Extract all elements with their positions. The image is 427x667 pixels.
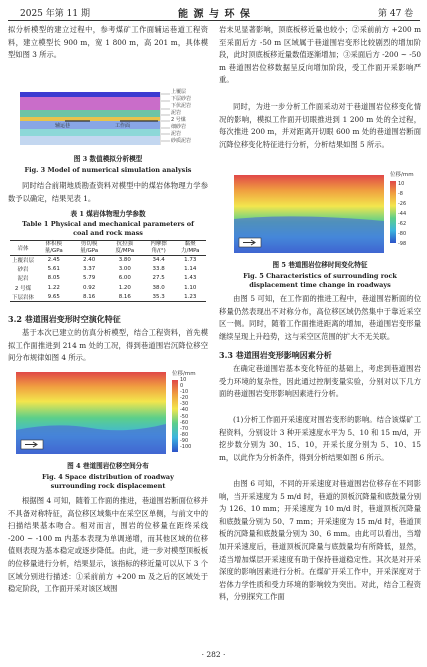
fig3-model xyxy=(20,89,196,145)
paragraph: (1)分析工作面开采速度对围岩变形的影响。结合该煤矿工程资料，分别设计 3 种开采速度水平为 5、10 和 15 m/d，开挖步数分别为 30、15、10，开采长度分别为 5、10、15 m，以此作为分析条件，得到分析结果如图 6 所示。 xyxy=(219,415,421,462)
fig4-caption-en: Fig. 4 Space distribution of roadway xyxy=(42,473,174,481)
paragraph: 在确定巷道围岩基本变化特征的基础上，考虑到巷道围岩受力环境的复杂性，因此通过控制变量实验，分别对以下几方面的巷道围岩变形影响因素进行分析。 xyxy=(219,364,421,399)
legend-value: -20 xyxy=(180,395,189,402)
fig5-legend-title: 位移/mm xyxy=(390,172,414,178)
legend-value: -80 xyxy=(398,231,407,237)
table-cell: 1.73 xyxy=(184,257,197,264)
legend-value: -98 xyxy=(398,241,407,247)
table-cell: 1.20 xyxy=(118,284,131,291)
paragraph: 岩未见显著影响，顶底板移近量也较小；②采前前方 +200 m 至采面后方 -50 m 区域属于巷道围岩变形比较剧烈的增加阶段，此时顶底板移近量数值逐渐增加；③采面后方 -200 ~ -50 m 巷道围岩位移数据呈反向增加阶段，受工作面开采影响严重。 xyxy=(219,25,421,85)
layer-label: 2 号煤 xyxy=(171,117,186,123)
section-heading: 3.3 巷道围岩变形影响因素分析 xyxy=(219,350,332,360)
table-cell: 9.65 xyxy=(47,293,60,300)
table-row xyxy=(10,274,206,283)
table-cell: 33.8 xyxy=(152,266,165,273)
volume-label: 第 47 卷 xyxy=(378,9,414,19)
legend-value: -10 xyxy=(180,389,189,396)
table-header: 抗拉强度/MPa xyxy=(115,241,135,254)
table-cell: 砂岩 xyxy=(17,267,29,274)
layer-label: 细砂岩 xyxy=(171,124,187,130)
fig4-legend-values xyxy=(180,377,191,450)
table-cell: 3.80 xyxy=(118,257,131,264)
fig3-caption-cn: 图 3 数值模拟分析模型 xyxy=(73,155,143,163)
paragraph: 根据图 4 可知，随着工作面的推进，巷道围岩断面位移并不具备对称特征，高位移区域集中在采空区单侧，与前文中的扫描结果基本吻合。相对而言，围岩的位移量在距终采线 -200 ~ -100 m 内基本表现为单调递增，而其他区域的位移值则表现为基本稳定或逐步降低。由此，进一步对模型顶板板的位移量进行分析，结果显示，该指标的移近量可以从下 3 个区域分别进行描述：①采前前方 +200 m 及之后的区域处于稳定阶段，工作面开采对该区域围 xyxy=(8,496,208,594)
page-number: · 282 · xyxy=(201,650,226,659)
table-cell: 上覆岩层 xyxy=(12,258,35,265)
table-cell: 0.92 xyxy=(83,284,96,291)
fig3-layer-labels xyxy=(171,89,191,145)
legend-value: -70 xyxy=(180,425,189,432)
road-label: 辅运巷 xyxy=(55,123,71,129)
layer-label: 下伏泥岩 xyxy=(171,103,192,109)
table-cell: 3.00 xyxy=(118,266,131,273)
table-cell: 35.3 xyxy=(152,293,165,300)
legend-value: -8 xyxy=(398,191,403,197)
table-cell: 34.4 xyxy=(152,257,165,264)
table-cell: 1.43 xyxy=(184,275,197,282)
fig4-color-bar xyxy=(172,380,178,452)
table-cell: 5.61 xyxy=(47,266,60,273)
layer-label: 上覆层 xyxy=(171,89,187,95)
fig4-caption-cn: 图 4 巷道围岩位移空间分布 xyxy=(67,462,149,470)
table1-caption-en: coal and rock mass xyxy=(73,229,143,237)
table-row xyxy=(10,265,206,274)
fig5-legend-values xyxy=(398,179,406,249)
table-cell: 38.0 xyxy=(152,284,165,291)
fig5-caption-en: Fig. 5 Characteristics of surrounding rock xyxy=(243,272,397,280)
table1-caption-cn: 表 1 煤岩体物理力学参数 xyxy=(70,210,146,218)
paragraph: 同时结合前期地质勘查资料对模型中的煤岩体物理力学参数予以确定，结果见表 1。 xyxy=(8,181,208,203)
layer-label: 泥岩 xyxy=(171,110,182,116)
table-row xyxy=(10,283,206,292)
table-cell: 2 号煤 xyxy=(14,285,32,292)
table-cell: 8.16 xyxy=(118,293,131,300)
table-cell: 泥岩 xyxy=(17,276,29,283)
paragraph: 由图 6 可知，不同的开采速度对巷道围岩位移存在不同影响，当开采速度为 5 m/d 时，巷道的顶板沉降量和底鼓量分别为 126、10 mm；开采速度为 10 m/d 时，巷道顶板沉降量和底鼓量分别为 50、7 mm；开采速度为 15 m/d 时，巷道顶板的沉降量和底鼓量分别为 30、6 mm。由此可以看出，当增加开采速度后，巷道顶板沉降量与底鼓量均有所降低，显然，适当增加煤层开采速度有助于保持巷道稳定性。其次是对开采深度的影响因素进行分析。在煤矿开采工作中，开采深度对于岩体力学性质和受力环境的影响较为突出。对此，结合工程资料，分别探究工作面 xyxy=(219,479,421,602)
legend-value: -50 xyxy=(180,413,189,420)
header-rule xyxy=(8,20,420,21)
paragraph: 拟分析模型的建立过程中，参考煤矿工作面辅运巷道工程资料，建立模型长 900 m，宽 1 800 m，高 201 m，具体模型如图 3 所示。 xyxy=(8,25,208,60)
fig4-contour xyxy=(16,372,200,454)
table-cell: 8.16 xyxy=(83,293,96,300)
legend-value: 0 xyxy=(180,383,184,390)
table-cell: 1.14 xyxy=(184,266,197,273)
table1-caption-en: Table 1 Physical and mechanical parameters of xyxy=(22,220,194,228)
table-header: 岩体 xyxy=(17,246,29,252)
section-heading: 3.2 巷道围岩变形时空演化特征 xyxy=(8,314,121,324)
table-header: 体积模量/GPa xyxy=(44,241,63,254)
legend-value: -60 xyxy=(180,419,189,426)
layer-label: 砂质泥岩 xyxy=(171,138,192,144)
table-cell: 6.00 xyxy=(118,275,131,282)
fig4-contour-graphic xyxy=(16,372,166,454)
params-table xyxy=(10,240,206,302)
layer-label: 泥岩 xyxy=(171,131,182,137)
table-cell: 27.5 xyxy=(152,275,165,282)
legend-value: -90 xyxy=(180,437,189,444)
legend-value: -44 xyxy=(398,211,407,217)
legend-value: -30 xyxy=(180,401,189,408)
table-header: 剪切模量/GPa xyxy=(80,241,99,254)
table-cell: 1.23 xyxy=(184,293,197,300)
legend-value: -26 xyxy=(398,201,407,207)
table-cell: 5.79 xyxy=(83,275,96,282)
issue-label: 2025 年第 11 期 xyxy=(20,9,90,19)
legend-value: -40 xyxy=(180,407,189,414)
table-header: 黏聚力/MPa xyxy=(180,241,200,254)
fig5-caption-en: displacement time change in roadways xyxy=(249,281,391,289)
legend-value: -100 xyxy=(180,444,192,451)
table-row xyxy=(10,292,206,301)
table-cell: 下层岩体 xyxy=(12,294,35,301)
table-cell: 1.22 xyxy=(47,284,60,291)
table-row xyxy=(10,256,206,265)
table-cell: 1.10 xyxy=(184,284,197,291)
table-cell: 3.37 xyxy=(83,266,96,273)
table-cell: 8.05 xyxy=(47,275,60,282)
table-cell: 2.40 xyxy=(83,257,96,264)
table-cell: 2.45 xyxy=(47,257,60,264)
fig5-contour xyxy=(234,172,418,253)
legend-value: -62 xyxy=(398,221,407,227)
legend-value: -80 xyxy=(180,431,189,438)
table-header: 内摩擦角/(°) xyxy=(150,241,167,254)
fig5-contour-graphic xyxy=(234,175,384,253)
fig4-legend-title: 位移/mm xyxy=(172,371,196,377)
paragraph: 同时，为进一步分析工作面采动对于巷道围岩位移变化情况的影响，模拟工作面开切眼推进到 1 200 m 处的全过程，每次推进 200 m，并对距离开切眼 600 m 处的巷道围岩断面沉降位移变化特征进行分析，分析结果如图 5 所示。 xyxy=(219,102,421,149)
paragraph: 由图 5 可知，在工作面的推进工程中，巷道围岩断面的位移量仍然表现出不对称分布，高位移区域仍然集中于靠近采空区一侧。同时，随着工作面推进距离的增加，巷道围岩变形量继续呈现上升趋势，这与采空区范围的扩大不无关联。 xyxy=(219,294,421,341)
legend-value: 10 xyxy=(180,377,187,383)
legend-value: 10 xyxy=(398,181,405,187)
work-face-label: 工作面 xyxy=(115,123,131,129)
paragraph: 基于本次已建立的仿真分析模型，结合工程资料，首先模拟工作面推进到 214 m 处的工况，得到巷道围岩沉降位移空间分布规律如图 4 所示。 xyxy=(8,328,208,363)
fig3-caption-en: Fig. 3 Model of numerical simulation analysis xyxy=(24,166,192,174)
layer-label: 下层砂岩 xyxy=(171,96,192,102)
fig3-model-graphic xyxy=(20,92,196,145)
fig5-color-bar xyxy=(390,181,396,243)
fig5-caption-cn: 图 5 巷道围岩位移时间变化特征 xyxy=(272,261,368,269)
journal-title: 能 源 与 环 保 xyxy=(178,9,251,20)
fig4-caption-en: surrounding rock displacement xyxy=(50,482,166,490)
